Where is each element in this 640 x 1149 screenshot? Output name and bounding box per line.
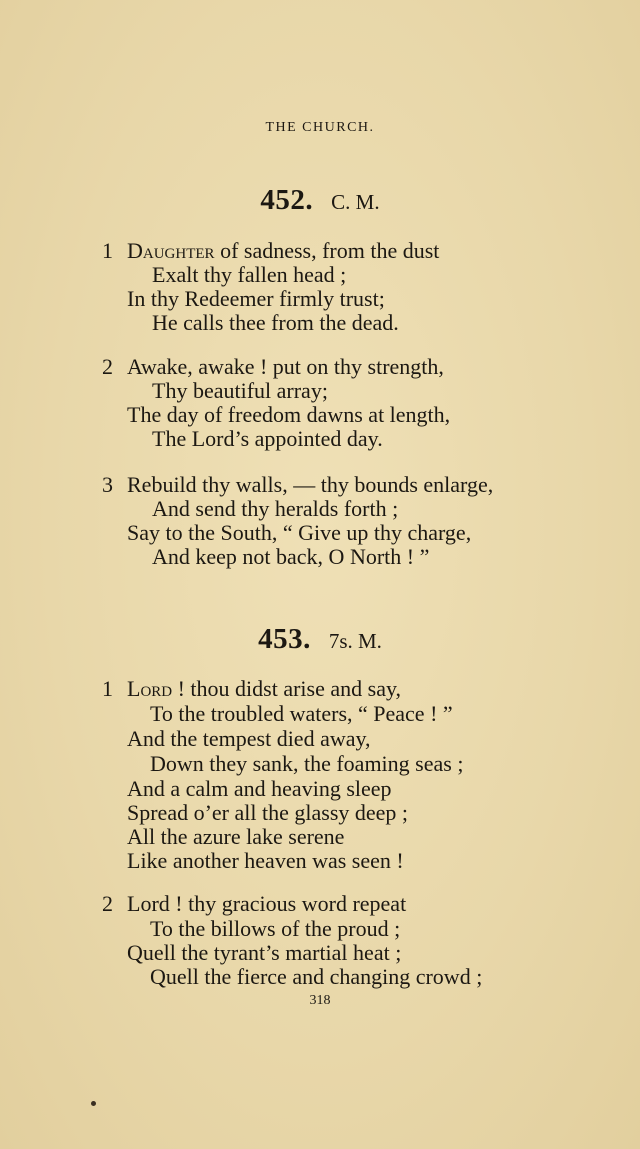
hymn-number: 452. [260, 184, 314, 216]
verse-line: Lord ! thy gracious word repeat [127, 891, 407, 916]
verse-line: Say to the South, “ Give up thy charge, [127, 520, 472, 545]
verse-line: And send thy heralds forth ; [152, 496, 399, 521]
verse-line: Quell the tyrant’s martial heat ; [127, 940, 402, 965]
running-head: THE CHURCH. [265, 120, 375, 135]
verse-first-rest: of sadness, from the dust [214, 238, 440, 263]
hymn-meter: C. M. [331, 190, 380, 214]
verse-line: Rebuild thy walls, — thy bounds enlarge, [127, 472, 494, 497]
verse-line: The Lord’s appointed day. [152, 426, 383, 451]
verse-line: To the billows of the proud ; [150, 916, 401, 941]
verse-line: And keep not back, O North ! ” [152, 544, 430, 569]
verse-line: Spread o’er all the glassy deep ; [127, 800, 409, 825]
verse-line: All the azure lake serene [127, 824, 345, 849]
verse-line: Quell the fierce and changing crowd ; [150, 964, 483, 989]
verse-line: Exalt thy fallen head ; [152, 262, 347, 287]
verse-number: 1 [102, 676, 113, 701]
verse-line: He calls thee from the dead. [152, 310, 399, 335]
ink-speck [91, 1101, 96, 1106]
verse-first-rest: ! thou didst arise and say, [172, 676, 402, 701]
verse-line: The day of freedom dawns at length, [127, 402, 451, 427]
verse-line: In thy Redeemer firmly trust; [127, 286, 385, 311]
verse-number: 2 [102, 891, 113, 916]
hymn-number: 453. [258, 623, 311, 655]
hymn-meter: 7s. M. [328, 629, 382, 653]
verse-line: And a calm and heaving sleep [127, 776, 392, 801]
verse-number: 1 [102, 238, 113, 263]
verse-first-word: Daughter [127, 238, 215, 263]
verse-line: To the troubled waters, “ Peace ! ” [150, 701, 453, 726]
verse-line: Down they sank, the foaming seas ; [150, 751, 464, 776]
hymn-heading-452 [0, 184, 640, 217]
verse-first-word: Lord [127, 676, 173, 701]
verse-line: Awake, awake ! put on thy strength, [127, 354, 444, 379]
verse-number: 3 [102, 472, 113, 497]
verse-line: Like another heaven was seen ! [127, 848, 404, 873]
verse-number: 2 [102, 354, 113, 379]
verse-line: And the tempest died away, [127, 726, 371, 751]
verse-line [127, 238, 439, 264]
verse-line [127, 676, 401, 702]
page-number: 318 [309, 993, 331, 1008]
hymn-heading-453 [0, 623, 640, 656]
verse-line: Thy beautiful array; [152, 378, 328, 403]
